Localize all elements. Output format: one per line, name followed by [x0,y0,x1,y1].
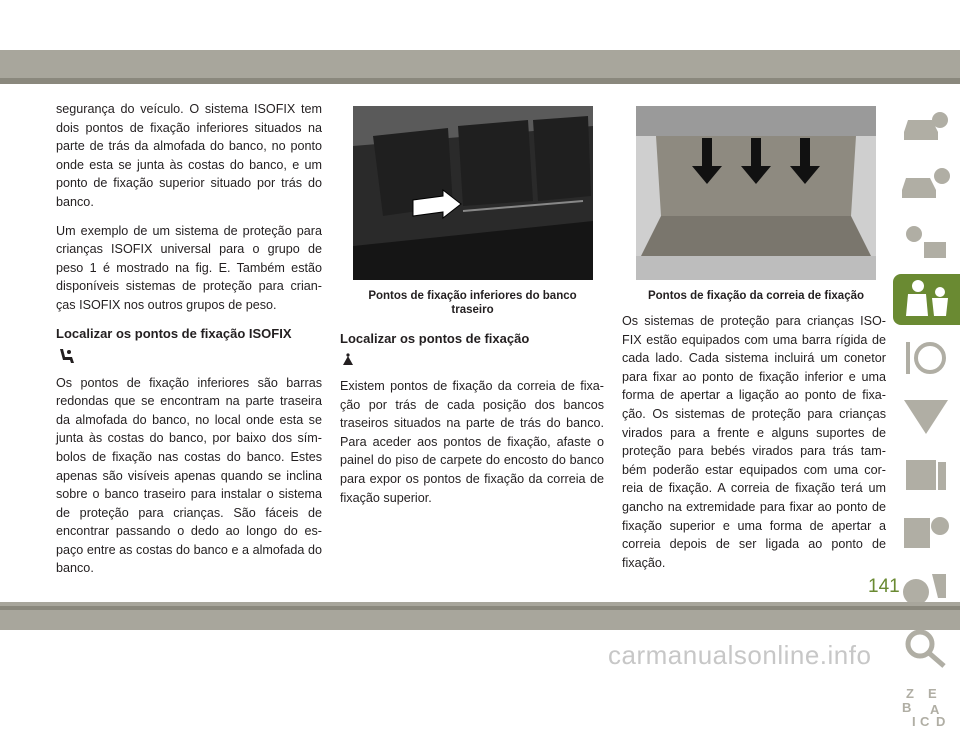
lights-message-icon [898,220,954,264]
section-heading-anchors: Localizar os pontos de fixação [340,331,530,346]
tab-specifications[interactable] [893,506,960,557]
svg-text:I: I [912,714,916,728]
car-info-icon [898,104,954,148]
svg-text:E: E [928,686,937,701]
paragraph: Os pontos de fixação inferiores são barras redondas que se encontram na parte traseira da almofada do banco, no local onde esta se junta às costas do banco, por baixo dos sím-bolos de fixação nas costas do banco. Estes apenas são visíveis apenas quando se inclina sobre o banco traseiro para instalar o sistema de proteção para crianças. São fáceis de encontrar passando o dedo ao longo do es-paço entre as costas do banco e a almofada do banco. [56,375,322,576]
safety-seat-icon [898,278,954,322]
tab-lights-messages[interactable] [893,216,960,267]
specs-gear-icon [898,510,954,554]
watermark: carmanualsonline.info [608,640,872,670]
hazard-icon [898,394,954,438]
text-column-middle [340,330,604,517]
tab-emergency[interactable] [893,390,960,441]
tab-safety[interactable] [893,274,960,325]
index-icon [898,684,954,728]
svg-text:A: A [930,702,940,717]
section-heading-isofix: Localizar os pontos de fixação ISOFIX [56,325,292,341]
text-column-right [622,312,886,582]
svg-text:C: C [920,714,930,728]
header-band [0,50,960,84]
tab-start-operate[interactable] [893,332,960,383]
svg-text:B: B [902,700,912,715]
car-warning-icon [898,162,954,206]
tools-icon [898,452,954,496]
paragraph: Um exemplo de um sistema de proteção para crianças ISOFIX universal para o grupo de peso 1 é mostrado na fig. E. Também estão disponíveis sistemas de proteção para crian-ças ISOFIX nos outros grupos de peso. [56,223,322,312]
paragraph: segurança do veículo. O sistema ISOFIX tem dois pontos de fixação inferiores situados na parte de trás da almofada do banco, no ponto onde esta se junta às costas do banco, e um ponto de fixação superior situado por trás do banco. [56,102,322,209]
rear-seat-photo [353,106,593,280]
steering-icon [898,336,954,380]
tab-servicing[interactable] [893,448,960,499]
svg-text:Z: Z [906,686,914,701]
paragraph: Os sistemas de proteção para crianças ISO-FIX estão equipados com uma barra rígida de cada lado. Cada sistema incluirá um conetor para fixar ao ponto de fixação inferior e uma forma de apertar a ligação ao ponto de fixa-ção. Os sistemas de proteção para crianças virados para a frente e alguns suportes de proteção para bebés virados para trás tam-bém poderão estar equipados com uma cor-reia de fixação. A correia de fixação terá um gancho na extremidade para fixar ao ponto de fixação superior e uma forma de apertar a correia depois de ser ligada ao ponto de fixação. [622,314,886,570]
tab-car-info[interactable] [893,100,960,151]
cargo-area-photo [636,106,876,280]
footer-band [0,602,960,630]
svg-text:D: D [936,714,946,728]
paragraph: Existem pontos de fixação da correia de fixa-ção por trás de cada posição dos bancos traseiros situados na parte de trás do banco. Para aceder aos pontos de fixação, afaste o painel do piso de carpete do encosto do banco para expor os pontos de fixação da correia de fixação superior. [340,379,604,505]
figure-caption: Pontos de fixação da correia de fixação [647,290,865,302]
tab-car-warning[interactable] [893,158,960,209]
search-icon [898,626,954,670]
page-number: 141 [868,576,900,597]
text-column-left [56,100,322,588]
figure-caption: Pontos de fixação inferiores do banco traseiro [368,290,577,316]
tether-anchor-icon [340,353,356,367]
chapter-tabs [893,100,960,738]
tab-index[interactable] [893,680,960,731]
isofix-seat-icon [56,348,76,364]
